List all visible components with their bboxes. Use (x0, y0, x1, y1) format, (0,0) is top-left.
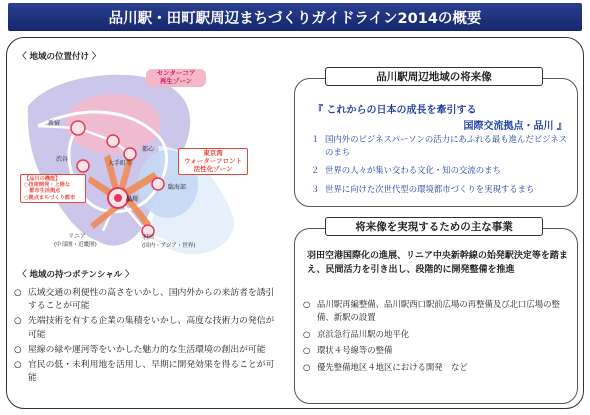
list-item: ○ 先端技術を有する企業の集積をいかし、高度な技術力の発信が可能 (14, 316, 275, 340)
list-item: ○ 環状４号線等の整備 (303, 345, 393, 355)
waterfront-tag: 東京湾 ウォーターフロント 活性化ゾーン (178, 148, 248, 175)
projects-box (294, 221, 578, 404)
list-item: ○ 屋線の緑や運河等をいかした魅力的な生活環境の創出が可能 (14, 344, 266, 355)
list-item: ○ 京浜急行品川駅の地平化 (303, 328, 410, 339)
function-tag: 【品川の機能】 ○技術開発・上陸な 都市生活拠点 ○拠点まちづくり都市 (20, 174, 86, 203)
label-otemachi: 大手町等 (108, 160, 133, 167)
list-item: ○ 優先整備地区４地区における開発 など (303, 361, 468, 372)
list-item: １ 国内外のビジネスパーソンの活力にあふれる最も進んだビジネスのまち (311, 134, 568, 158)
list-item: ○ 広域交通の利便性の高さをいかし、国内外からの来訪者を誘引することが可能 (14, 288, 275, 312)
label-toshin: 都心 (142, 146, 155, 153)
potential-list (14, 287, 276, 387)
label-haneda: 羽田 (142, 234, 155, 241)
projects-list (303, 298, 571, 377)
list-item: ○ 品川駅再編整備、品川駅西口駅前広場の再整備及び北口広場の整備、新駅の設置 (303, 299, 560, 322)
projects-lead: 羽田空港国際化の進展、リニア中央新幹線の始発駅決定等を踏まえ、民間活力を引き出し、段階的に開発整備を推進 (307, 251, 568, 275)
future-heading: 品川駅周辺地域の将来像 (325, 67, 543, 86)
future-list (311, 133, 571, 201)
list-item: ○ 官民の低・未利用地を活用し、早期に開発効果を得ることが可能 (14, 359, 275, 383)
future-quote-line1: 『 これからの日本の成長を牽引する (313, 105, 477, 116)
page-title: 品川駅・田町駅周辺まちづくりガイドライン2014の概要 (8, 3, 582, 31)
label-linear: リニア (68, 233, 86, 240)
potential-heading: 〈 地域の持つポテンシャル 〉 (18, 270, 134, 280)
center-core-tag: センターコア 再生ゾーン (146, 69, 206, 87)
list-item: ３ 世界に向けた次世代型の環境都市づくりを実現するまち (311, 183, 535, 194)
label-shibuya: 渋谷 (56, 156, 69, 163)
shinagawa-dot (114, 194, 122, 202)
future-vision-box (294, 71, 578, 207)
location-heading: 〈 地域の位置付け 〉 (18, 52, 101, 62)
label-shinagawa: 品川 (126, 196, 139, 203)
list-item: ２ 世界の人々が集い交わる文化・知の交流のまち (311, 165, 501, 176)
label-haneda-sub: (国内・アジア・世界) (142, 243, 196, 249)
label-shinjuku: 新宿 (48, 120, 61, 127)
projects-heading: 将来像を実現するための主な事業 (325, 217, 543, 236)
future-quote-line2: 国際交流拠点・品川 』 (463, 121, 567, 132)
label-rinkai: 臨海部 (168, 184, 187, 191)
label-linear-sub: (中部圏・近畿圏) (54, 242, 97, 248)
